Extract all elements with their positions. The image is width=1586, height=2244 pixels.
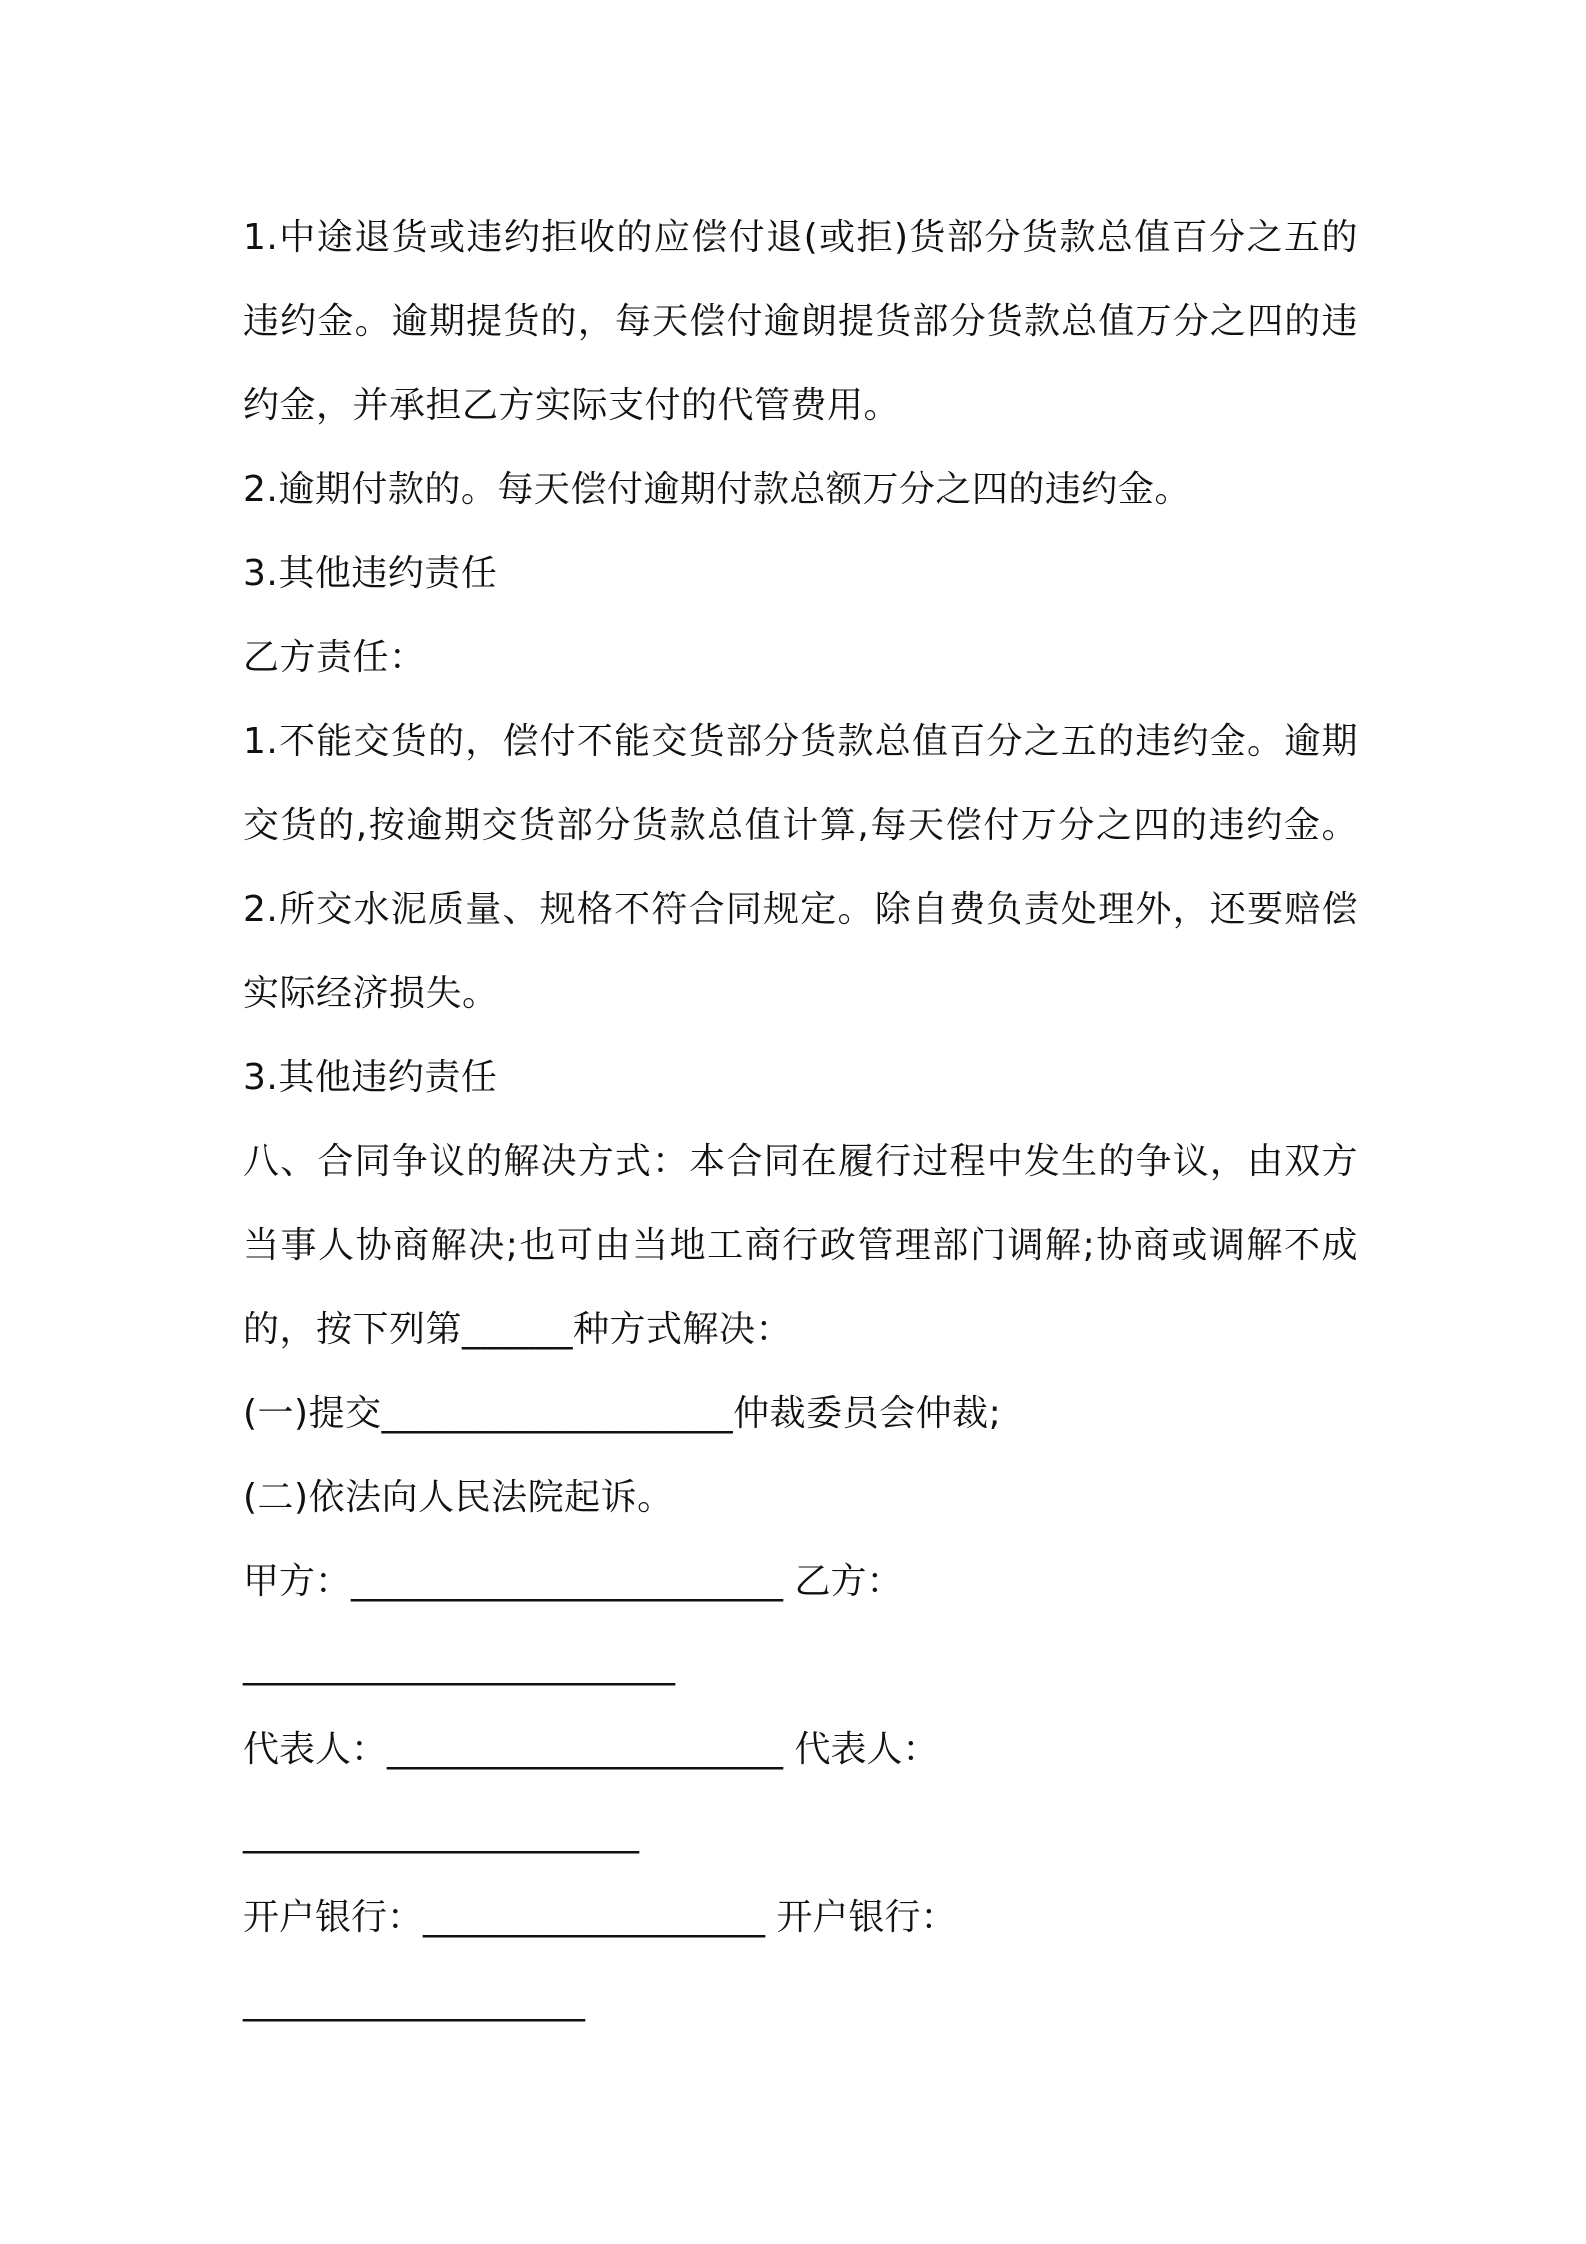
paragraph-line: 的，按下列第______种方式解决： — [243, 1309, 793, 1350]
document-page — [243, 196, 1358, 2044]
paragraph-line: 1.中途退货或违约拒收的应偿付退(或拒)货部分货款总值百分之五的 — [243, 217, 1358, 258]
paragraph-line: (二)依法向人民法院起诉。 — [243, 1477, 674, 1518]
paragraph-line: 3.其他违约责任 — [243, 1057, 498, 1098]
paragraph-line: 2.所交水泥质量、规格不符合同规定。除自费负责处理外，还要赔偿 — [243, 889, 1358, 930]
bank-blank: ___________________ — [243, 1981, 585, 2022]
representative-blank: ______________________ — [243, 1813, 639, 1854]
paragraph-line: 交货的,按逾期交货部分货款总值计算,每天偿付万分之四的违约金。 — [243, 805, 1358, 846]
section-heading: 乙方责任： — [243, 637, 426, 678]
paragraph-line: 2.逾期付款的。每天偿付逾期付款总额万分之四的违约金。 — [243, 469, 1191, 510]
paragraph-line: 实际经济损失。 — [243, 973, 499, 1014]
paragraph-line: 当事人协商解决;也可由当地工商行政管理部门调解;协商或调解不成 — [243, 1225, 1358, 1266]
paragraph-line: 1.不能交货的，偿付不能交货部分货款总值百分之五的违约金。逾期 — [243, 721, 1358, 762]
paragraph-line: 八、合同争议的解决方式：本合同在履行过程中发生的争议，由双方 — [243, 1141, 1358, 1182]
paragraph-line: 违约金。逾期提货的，每天偿付逾朗提货部分货款总值万分之四的违 — [243, 301, 1358, 342]
party-signature-blank: ________________________ — [243, 1645, 675, 1686]
representative-row: 代表人：______________________ 代表人： — [243, 1729, 939, 1770]
paragraph-line: 约金，并承担乙方实际支付的代管费用。 — [243, 385, 901, 426]
bank-row: 开户银行：___________________ 开户银行： — [243, 1897, 957, 1938]
party-signature-row: 甲方：________________________ 乙方： — [243, 1561, 903, 1602]
paragraph-line: 3.其他违约责任 — [243, 553, 498, 594]
paragraph-line: (一)提交___________________仲裁委员会仲裁; — [243, 1393, 1002, 1434]
